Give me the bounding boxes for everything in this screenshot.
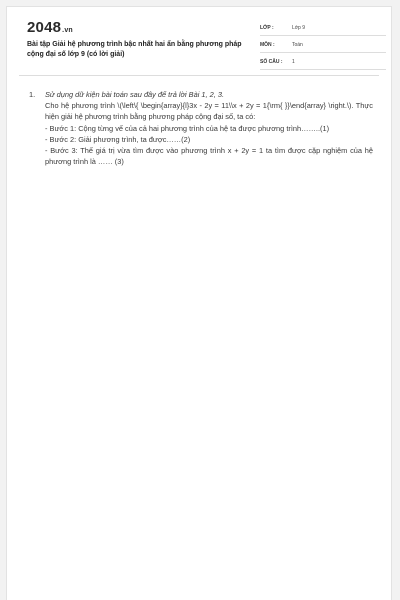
question-intro: Sử dụng dữ kiện bài toán sau đây để trả lời Bài 1, 2, 3. <box>45 90 225 99</box>
document-title: Bài tập Giải hệ phương trình bậc nhất hai ẩn bằng phương pháp cộng đại số lớp 9 (có lời giải) <box>27 41 242 58</box>
meta-row-question-count <box>260 55 386 70</box>
question-number: 1. <box>29 90 36 99</box>
meta-value: Toán <box>292 42 303 48</box>
meta-value: 1 <box>292 59 295 65</box>
document-meta <box>260 21 386 72</box>
meta-row-subject <box>260 38 386 53</box>
logo-domain: .vn <box>62 27 73 34</box>
question-step: - Bước 2: Giải phương trình, ta được……(2) <box>45 134 191 144</box>
document-page <box>6 6 392 600</box>
meta-value: Lớp 9 <box>292 25 306 31</box>
question-step: - Bước 1: Cộng từng vế của cả hai phương trình của hệ ta được phương trình……..(1) <box>45 123 330 133</box>
meta-label: LỚP : <box>260 25 274 31</box>
header-divider <box>19 75 379 76</box>
logo-text: 2048 <box>27 19 62 36</box>
meta-label: SỐ CÂU : <box>260 59 283 65</box>
question-block <box>29 89 373 167</box>
question-step: - Bước 3: Thế giá trị vừa tìm được vào phương trình x + 2y = 1 ta tìm được cặp nghiệm của hệ phương trình là …… (3) <box>45 146 373 167</box>
question-text: Cho hệ phương trình \(\left\{ \begin{array}{l}3x - 2y = 11\\x + 2y = 1{\rm{ }}\end{array} \right.\). Thực hiện giải hệ phương trình bằng phương pháp cộng đại số, ta có: <box>45 101 373 122</box>
question-body <box>45 89 373 167</box>
meta-label: MÔN : <box>260 42 275 48</box>
site-logo[interactable] <box>27 19 73 36</box>
meta-row-class <box>260 21 386 36</box>
